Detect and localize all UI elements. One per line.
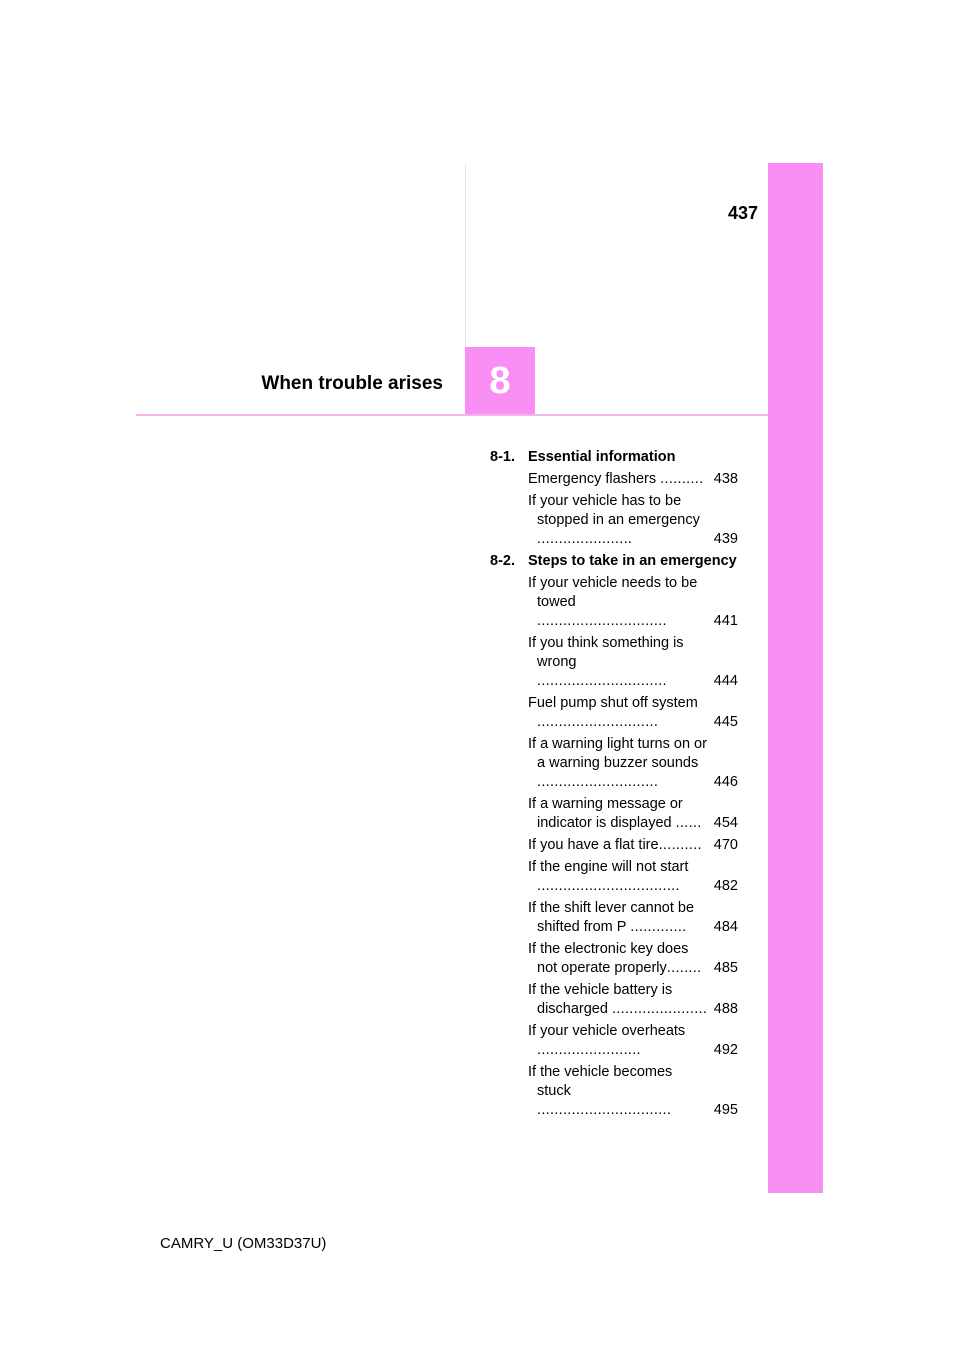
- toc-entry-text: If your vehicle overheats: [528, 1023, 686, 1039]
- toc-entry-page: 439: [713, 531, 738, 547]
- table-of-contents: [490, 448, 738, 1123]
- toc-entry-text: If a warning light turns on or a warning buzzer sounds: [528, 736, 707, 771]
- toc-entry-leader: .............: [630, 919, 687, 935]
- toc-entry[interactable]: [490, 981, 738, 1019]
- toc-entry-page: 488: [713, 1001, 738, 1017]
- toc-entry-leader: ........................: [537, 1042, 641, 1058]
- toc-entry-page: 485: [713, 960, 738, 976]
- toc-entry-leader: ......................: [611, 1001, 708, 1017]
- chapter-number: 8: [489, 360, 511, 402]
- toc-entry-leader: ......: [675, 815, 702, 831]
- toc-section-title: Essential information: [528, 449, 676, 465]
- toc-entry-leader: ..........: [658, 837, 702, 853]
- toc-section-heading[interactable]: [490, 552, 738, 571]
- toc-entry-page: 438: [713, 471, 738, 487]
- chapter-title: When trouble arises: [261, 373, 443, 394]
- toc-entry-text: If you have a flat tire: [528, 837, 659, 853]
- toc-entry-text: If the engine will not start: [528, 859, 689, 875]
- toc-entry[interactable]: [490, 1022, 738, 1060]
- toc-entry[interactable]: [490, 735, 738, 792]
- toc-entry[interactable]: [490, 574, 738, 631]
- toc-entry[interactable]: [490, 1063, 738, 1120]
- toc-entry-leader: ..........: [660, 471, 704, 487]
- toc-entry-text: If the vehicle becomes stuck: [528, 1064, 673, 1099]
- toc-entry-leader: ..............................: [537, 613, 667, 629]
- toc-entry-text: Emergency flashers: [528, 471, 657, 487]
- toc-entry[interactable]: [490, 795, 738, 833]
- toc-entry-page: 454: [713, 815, 738, 831]
- toc-section-title: Steps to take in an emergency: [528, 553, 737, 569]
- toc-entry-page: 446: [713, 774, 738, 790]
- toc-entry-leader: ........: [666, 960, 702, 976]
- toc-entry-text: If your vehicle needs to be towed: [528, 575, 698, 610]
- toc-section-heading[interactable]: [490, 448, 738, 467]
- toc-entry-page: 445: [713, 714, 738, 730]
- toc-entry-leader: ...............................: [537, 1102, 672, 1118]
- document-footer: CAMRY_U (OM33D37U): [160, 1235, 327, 1252]
- toc-entry[interactable]: [490, 634, 738, 691]
- toc-entry-page: 441: [713, 613, 738, 629]
- toc-entry[interactable]: [490, 694, 738, 732]
- chapter-number-box: [465, 347, 535, 415]
- toc-entry[interactable]: [490, 492, 738, 549]
- toc-entry[interactable]: [490, 470, 738, 489]
- toc-entry-text: If a warning message or indicator is displayed: [528, 796, 683, 831]
- toc-section-number: 8-2.: [490, 553, 515, 569]
- toc-entry-leader: ......................: [537, 531, 633, 547]
- toc-entry[interactable]: [490, 940, 738, 978]
- toc-section: [490, 448, 738, 549]
- toc-entry[interactable]: [490, 836, 738, 855]
- toc-entry-page: 444: [713, 673, 738, 689]
- toc-entry-page: 492: [713, 1042, 738, 1058]
- toc-section: [490, 552, 738, 1120]
- chapter-side-tab: [768, 163, 823, 1193]
- toc-entry-page: 484: [713, 919, 738, 935]
- toc-entry-text: If the shift lever cannot be shifted from P: [528, 900, 695, 935]
- toc-entry-page: 495: [713, 1102, 738, 1118]
- toc-entry-text: If the electronic key does not operate properly: [528, 941, 689, 976]
- toc-entry-text: Fuel pump shut off system: [528, 695, 698, 711]
- toc-entry-leader: ..............................: [537, 673, 667, 689]
- toc-entry-page: 482: [713, 878, 738, 894]
- toc-entry-leader: ............................: [537, 774, 659, 790]
- toc-entry-leader: ............................: [537, 714, 659, 730]
- toc-entry-text: If your vehicle has to be stopped in an emergency: [528, 493, 700, 528]
- header-rule: [136, 414, 768, 416]
- page-number: 437: [727, 203, 758, 223]
- toc-entry[interactable]: [490, 858, 738, 896]
- toc-entry-text: If you think something is wrong: [528, 635, 684, 670]
- toc-entry-leader: .................................: [537, 878, 680, 894]
- toc-entry[interactable]: [490, 899, 738, 937]
- toc-entry-text: If the vehicle battery is discharged: [528, 982, 673, 1017]
- toc-entry-page: 470: [713, 837, 738, 853]
- toc-section-number: 8-1.: [490, 449, 515, 465]
